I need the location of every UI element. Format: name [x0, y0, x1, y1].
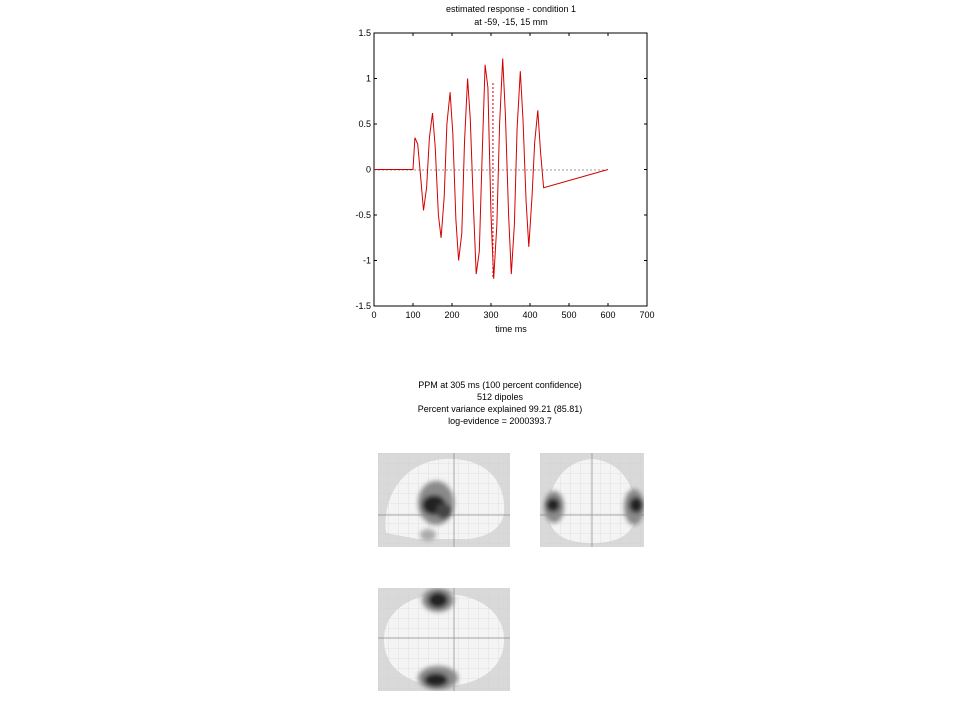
ppm-line-1: PPM at 305 ms (100 percent confidence) [418, 380, 582, 390]
x-tick-label: 500 [561, 310, 577, 320]
x-tick-label: 0 [371, 310, 377, 320]
y-tick-label: -0.5 [355, 210, 371, 220]
chart-subtitle: at -59, -15, 15 mm [474, 17, 548, 27]
x-axis-label: time ms [495, 324, 527, 334]
x-tick-label: 100 [405, 310, 421, 320]
response-curve [374, 59, 608, 279]
chart-title: estimated response - condition 1 [445, 4, 577, 14]
y-tick-label: 0.5 [358, 119, 371, 129]
glass-brain-sagittal [378, 453, 510, 547]
ppm-line-3: Percent variance explained 99.21 (85.81) [417, 404, 583, 414]
x-tick-label: 200 [444, 310, 460, 320]
ppm-line-4: log-evidence = 2000393.7 [448, 416, 552, 426]
y-tick-label: -1 [362, 255, 371, 266]
ppm-info [330, 379, 670, 427]
y-tick-label: 1 [365, 73, 371, 84]
glass-brain-coronal [540, 453, 644, 547]
x-tick-label: 700 [639, 310, 655, 320]
y-tick-label: 1.5 [358, 28, 371, 38]
x-tick-label: 300 [483, 310, 499, 320]
y-tick-label: -1.5 [355, 301, 371, 311]
y-tick-label: 0 [365, 164, 371, 175]
x-tick-label: 400 [522, 310, 538, 320]
x-tick-label: 600 [600, 310, 616, 320]
glass-brain-axial [378, 588, 510, 691]
ppm-line-2: 512 dipoles [476, 392, 524, 402]
